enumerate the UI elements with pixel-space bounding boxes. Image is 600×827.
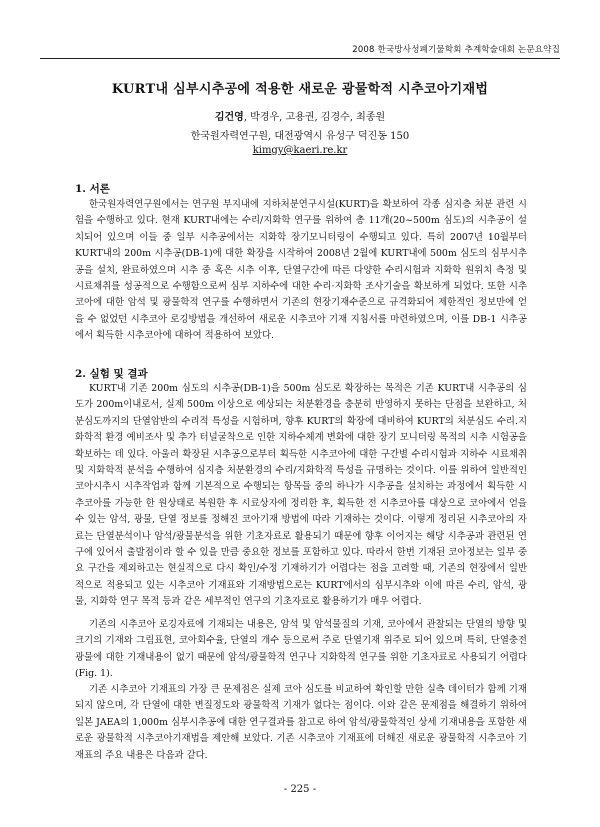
experiment-paragraph-1: KURT내 기존 200m 심도의 시추공(DB-1)을 500m 심도로 확장하는 목적은 기존 KURT내 시추공의 심도가 200m이내로서, 실제 500m 이상으로 예상되는 처분환경을 충분히 반영하지 못하는 단점을 보완하고, 처분심도까지의 단열암반의 수리적 특성을 시험하며, 향후 KURT의 확장에 대비하여 KURT의 처분심도 수리.지화학적 환경 예비조사 및 추가 터널굴착으로 인한 지하수체계 변화에 대한 장기 모니터링 목적의 시추 시험공을 확보하는 데 있다. 아울러 확장된 시추공으로부터 획득한 시추코아에 대한 구간별 수리시험과 지하수 시료채취 및 지화학적 분석을 수행하여 심지층 처분환경의 수리/지화학적 특성을 규명하는 것이다. 이를 위하여 일반적인 코아시추시 시추작업과 함께 기본적으로 수행되는 항목들 중의 하나가 시추공을 설치하는 과정에서 획득한 시추코아를 가능한 한 원상태로 복원한 후 시료상자에 정리한 후, 획득한 전 시추코아를 대상으로 코아에서 얻을 수 있는 암석, 광물, 단열 정보를 정해진 코아기재 방법에 따라 기재하는 것이다. 이렇게 정리된 시추코아의 자료는 단열분석이나 암석/광물분석을 위한 기초자료로 활용되기 때문에 향후 이어지는 해당 시추공과 관련된 연구에 있어서 출발점이라 할 수 있을 만큼 중요한 정보를 포함하고 있다. 따라서 한번 기재된 코아정보는 일부 중요 구간을 제외하고는 현실적으로 다시 확인/수정 기재하기가 어렵다는 점을 고려할 때, 기존의 현장에서 일반적으로 적용되고 있는 시추코아 기재표와 기재방법으로는 KURT에서의 심부시추와 이에 따른 수리, 암석, 광물, 지화학 연구 목적 등과 같은 세부적인 연구의 기초자료로 활용하기가 매우 어렵다. <box>75 383 527 608</box>
lead-author: 김건영 <box>214 112 244 123</box>
author-list <box>0 108 600 123</box>
intro-paragraph: 한국원자력연구원에서는 연구원 부지내에 지하처분연구시설(KURT)을 확보하여 각종 심지층 처분 관련 시험을 수행하고 있다. 현재 KURT내에는 수리/지화학 연구를 위하여 총 11개(20~500m 심도)의 시추공이 설치되어 있으며 이들 중 일부 시추공에서는 지화학 장기모니터링이 수행되고 있다. 특히 2007년 10월부터 KURT내의 200m 시추공(DB-1)에 대한 확장을 시작하여 2008년 2월에 KURT내에 500m 심도의 심부시추공을 설치, 완료하였으며 시추 중 혹은 시추 이후, 단열구간에 따른 다양한 수리시험과 지화학 원위치 측정 및 시료채취를 성공적으로 수행함으로써 심부 지하수에 대한 수리·지화학 조사기술을 확보하게 되었다. 또한 시추코아에 대한 암석 및 광물학적 연구를 수행하면서 기존의 현장기재수준으로 규격화되어 제한적인 정보만에 얻을 수 없었던 시추코아 로깅방법을 개선하여 새로운 시추코아 기재 지침서를 마련하였으며, 이를 DB-1 시추공에서 획득한 시추코아에 대하여 적용하여 보았다. <box>75 199 527 342</box>
affiliation: 한국원자력연구원, 대전광역시 유성구 덕진동 150 <box>190 131 410 142</box>
paper-title: KURT내 심부시추공에 적용한 새로운 광물학적 시추코아기재법 <box>111 82 489 97</box>
experiment-paragraph-2: 기존의 시추코아 로깅자료에 기재되는 내용은, 암석 및 암석물질의 기재, 코아에서 관찰되는 단열의 방향 및 크기의 기재와 그림표현, 코아회수율, 단열의 개수 등으로써 주로 단열기재 위주로 되어 있으며 특히, 단열충전광물에 대한 기재내용이 없기 때문에 암석/광물학적 연구나 지화학적 연구를 위한 기초자료로 사용되기 어렵다 (Fig. 1). <box>75 619 527 680</box>
experiment-paragraph-3: 기존 시추코아 기재표의 가장 큰 문제점은 실제 코아 심도를 비교하여 확인할 만한 실측 데이터가 함께 기재되지 않으며, 각 단열에 대한 변질정도와 광물학적 기재가 없다는 점이다. 이와 같은 문제점을 해결하기 위하여 일본 JAEA의 1,000m 심부시추공에 대한 연구결과를 참고로 하여 암석/광물학적인 상세 기재내용을 포함한 새로운 광물학적 시추코아기재법을 제안해 보았다. 기존 시추코아 기재표에 더해진 새로운 광물학적 시추코아 기재표의 주요 내용은 다음과 같다. <box>75 684 527 761</box>
section-heading-experiment: 2. 실험 및 결과 <box>75 368 148 380</box>
page-number: - 225 - <box>283 784 317 795</box>
author-email[interactable]: kimgy@kaeri.re.kr <box>252 145 348 156</box>
co-authors: , 박경우, 고용권, 김경수, 최종원 <box>243 112 386 123</box>
header-rule <box>40 58 560 59</box>
conference-header: 2008 한국방사성폐기물학회 추계학술대회 논문요약집 <box>352 45 560 55</box>
section-heading-introduction: 1. 서론 <box>75 183 110 195</box>
